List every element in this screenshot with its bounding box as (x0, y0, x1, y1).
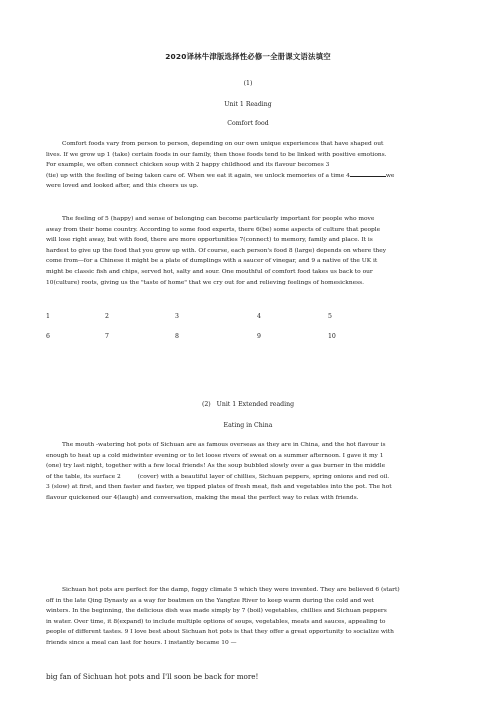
text-line: will lose right away, but with food, there are more opportunities 7(connect) to memory, family and place. It is (46, 237, 373, 244)
text-line: might be classic fish and chips, served hot, salty and sour. One mouthful of comfort food takes us back to our (46, 268, 373, 275)
section1-heading: Comfort food (227, 120, 269, 127)
text-line (46, 171, 456, 182)
last-line: big fan of Sichuan hot pots and I'll soon be back for more! (46, 672, 259, 681)
text-line: were loved and looked after, and this cheers us up. (46, 183, 199, 190)
text-line: The feeling of 5 (happy) and sense of belonging can become particularly important for people who move (62, 216, 375, 222)
text-line: flavour quickened our 4(laugh) and conversation, making the meal the perfect way to relax with friends. (46, 494, 359, 501)
text-line: (one) try last night, together with a few local friends! As the soup bubbled slowly over a gas burner in the middle (46, 463, 386, 470)
text-segment: of the table, its surface 2 (46, 473, 121, 480)
section2-paragraph-2 (46, 585, 456, 649)
text-line: enough to heat up a cold midwinter evening or to let loose rivers of sweat on a summer afternoon. I gave it my 1 (46, 452, 384, 459)
answer-number: 4 (257, 313, 261, 320)
text-line: come from—for a Chinese it might be a plate of dumplings with a saucer of vinegar, and 9 a native of the UK it (46, 258, 378, 265)
text-line: off in the late Qing Dynasty as a way for boatmen on the Yangtze River to keep warm during the cold and wet (46, 597, 374, 604)
document-title: 2020译林牛津版选择性必修一全册课文语法填空 (165, 52, 331, 61)
section2-heading: Eating in China (223, 422, 273, 429)
section1-paragraph-1 (46, 139, 456, 192)
text-line: lives. If we grow up 1 (take) certain foods in our family, then those foods tend to be linked with positive emotions. (46, 151, 387, 158)
section2-title (0, 401, 496, 408)
answer-number: 2 (105, 313, 109, 320)
section2-unit: Unit 1 Extended reading (216, 401, 295, 408)
answer-number: 1 (46, 313, 50, 320)
text-line: in water. Over time, it 8(expand) to include multiple options of soups, vegetables, meats and sauces, appealing to (46, 618, 386, 625)
section1-unit: Unit 1 Reading (224, 101, 272, 108)
answer-number: 7 (105, 333, 109, 340)
answer-blank (350, 171, 386, 177)
section1-number: (1) (243, 80, 253, 87)
text-line: hardest to give up the food that you grow up with. Of course, each person's food 8 (large) depends on where they (46, 247, 387, 254)
text-line: For example, we often connect chicken soup with 2 happy childhood and its flavour becomes 3 (46, 162, 330, 169)
text-line: 10(culture) roots, giving us the "taste of home" that we cry out for and relieving feelings of homesickness. (46, 279, 365, 286)
text-line: friends since a meal can last for hours. I instantly became 10 — (46, 639, 237, 646)
text-line: The mouth -watering hot pots of Sichuan are as famous overseas as they are in China, and the hot flavour is (62, 442, 386, 448)
answer-number: 3 (175, 313, 179, 320)
answer-number: 5 (328, 313, 332, 320)
text-segment: we (385, 172, 395, 179)
text-line: Comfort foods vary from person to person, depending on our own unique experiences that have shaped out (62, 141, 384, 147)
answer-number: 10 (328, 333, 336, 340)
text-line: winters. In the beginning, the delicious dish was made simply by 7 (boil) vegetables, chillies and Sichuan peppers (46, 608, 387, 615)
text-line: 3 (slow) at first, and then faster and faster, we tipped plates of fresh meat, fish and vegetables into the pot. The hot (46, 484, 392, 491)
text-segment: (tie) up with the feeling of being taken care of. When we eat it again, we unlock memories of a time 4 (46, 172, 350, 179)
section2-paragraph-1 (46, 440, 456, 504)
answer-number: 6 (46, 333, 50, 340)
text-segment: (cover) with a beautiful layer of chillies, Sichuan peppers, spring onions and red oil. (137, 473, 390, 480)
answer-number: 9 (257, 333, 261, 340)
text-line: Sichuan hot pots are perfect for the damp, foggy climate 5 which they were invented. They are believed 6 (start) (62, 587, 400, 593)
text-line: away from their home country. According to some food experts, there 6(be) some aspects of culture that people (46, 226, 381, 233)
section2-number: (2) (201, 401, 211, 408)
text-line (46, 472, 456, 483)
text-line: people of different tastes. 9 I love best about Sichuan hot pots is that they offer a great opportunity to socialize with (46, 629, 394, 636)
section1-paragraph-2 (46, 214, 456, 288)
answer-number: 8 (175, 333, 179, 340)
